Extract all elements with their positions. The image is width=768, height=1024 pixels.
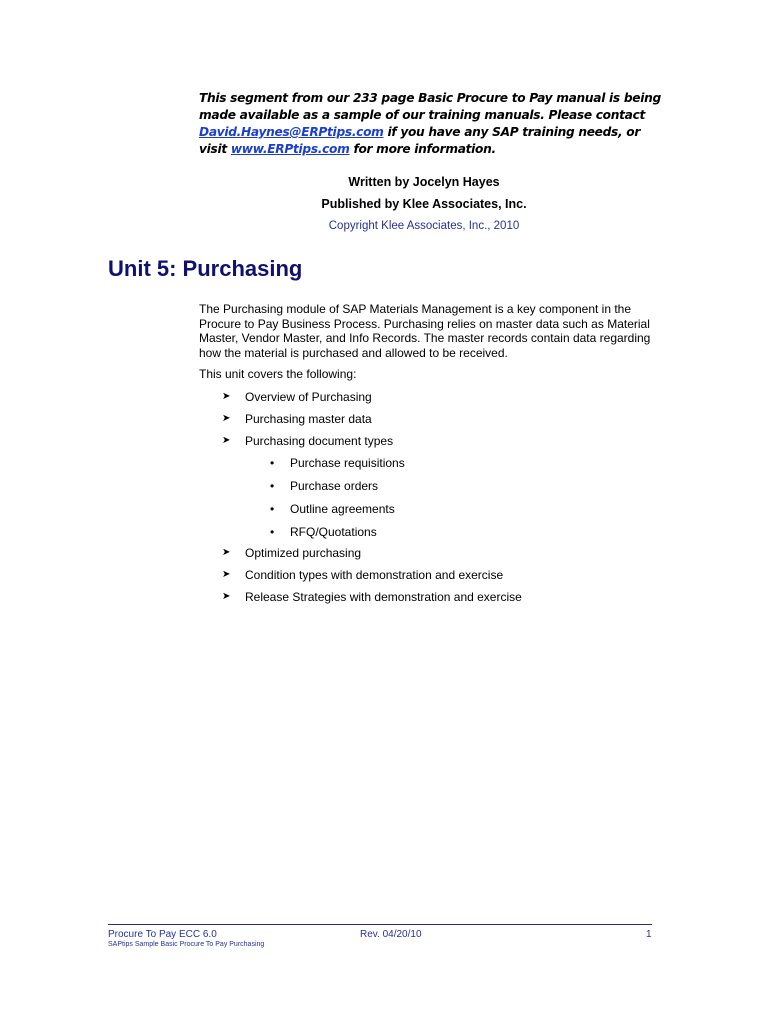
page-number: 1 [646, 929, 652, 940]
intro-paragraph: The Purchasing module of SAP Materials Management is a key component in the Procure to Pay Business Process. Purchasing relies on master data such as Material Master, Vendor Master, and Info Records. The master records contain data regarding how the material is purchased and allowed to be received. [199, 302, 651, 360]
footer-revision: Rev. 04/20/10 [360, 929, 422, 940]
intro-notice [199, 90, 669, 158]
dot-bullet-icon: • [270, 502, 275, 516]
sub-list-item-label: RFQ/Quotations [290, 525, 377, 539]
intro-text-3: for more information. [349, 142, 496, 156]
arrow-bullet-icon: ➤ [222, 569, 231, 580]
list-intro: This unit covers the following: [199, 367, 357, 381]
list-item-label: Purchasing master data [245, 412, 372, 426]
footer-divider [108, 924, 652, 925]
intro-text-1: This segment from our 233 page Basic Procure to Pay manual is being made available as a sample of our training manuals. Please contact [199, 91, 661, 122]
dot-bullet-icon: • [270, 525, 275, 539]
arrow-bullet-icon: ➤ [222, 413, 231, 424]
arrow-bullet-icon: ➤ [222, 591, 231, 602]
publisher-credit: Published by Klee Associates, Inc. [321, 197, 527, 211]
arrow-bullet-icon: ➤ [222, 435, 231, 446]
sub-list-item-label: Outline agreements [290, 502, 395, 516]
unit-title: Unit 5: Purchasing [108, 256, 303, 281]
list-item-label: Condition types with demonstration and exercise [245, 568, 504, 582]
list-item-label: Purchasing document types [245, 434, 394, 448]
list-item-label: Release Strategies with demonstration and exercise [245, 590, 522, 604]
dot-bullet-icon: • [270, 456, 275, 470]
arrow-bullet-icon: ➤ [222, 547, 231, 558]
copyright-notice: Copyright Klee Associates, Inc., 2010 [328, 220, 520, 232]
footer-title: Procure To Pay ECC 6.0 [108, 929, 217, 940]
sub-list-item-label: Purchase orders [290, 479, 379, 493]
contact-email-link[interactable]: David.Haynes@ERPtips.com [199, 125, 384, 139]
sub-list-item-label: Purchase requisitions [290, 456, 405, 470]
arrow-bullet-icon: ➤ [222, 391, 231, 402]
website-link[interactable]: www.ERPtips.com [230, 142, 350, 156]
dot-bullet-icon: • [270, 479, 275, 493]
list-item-label: Optimized purchasing [245, 546, 362, 560]
intro-text-2: if you have any SAP training needs, or visit [199, 125, 641, 156]
author-credit: Written by Jocelyn Hayes [348, 175, 500, 189]
footer-subtitle: SAPtips Sample Basic Procure To Pay Purchasing [108, 941, 265, 948]
list-item-label: Overview of Purchasing [245, 390, 372, 404]
